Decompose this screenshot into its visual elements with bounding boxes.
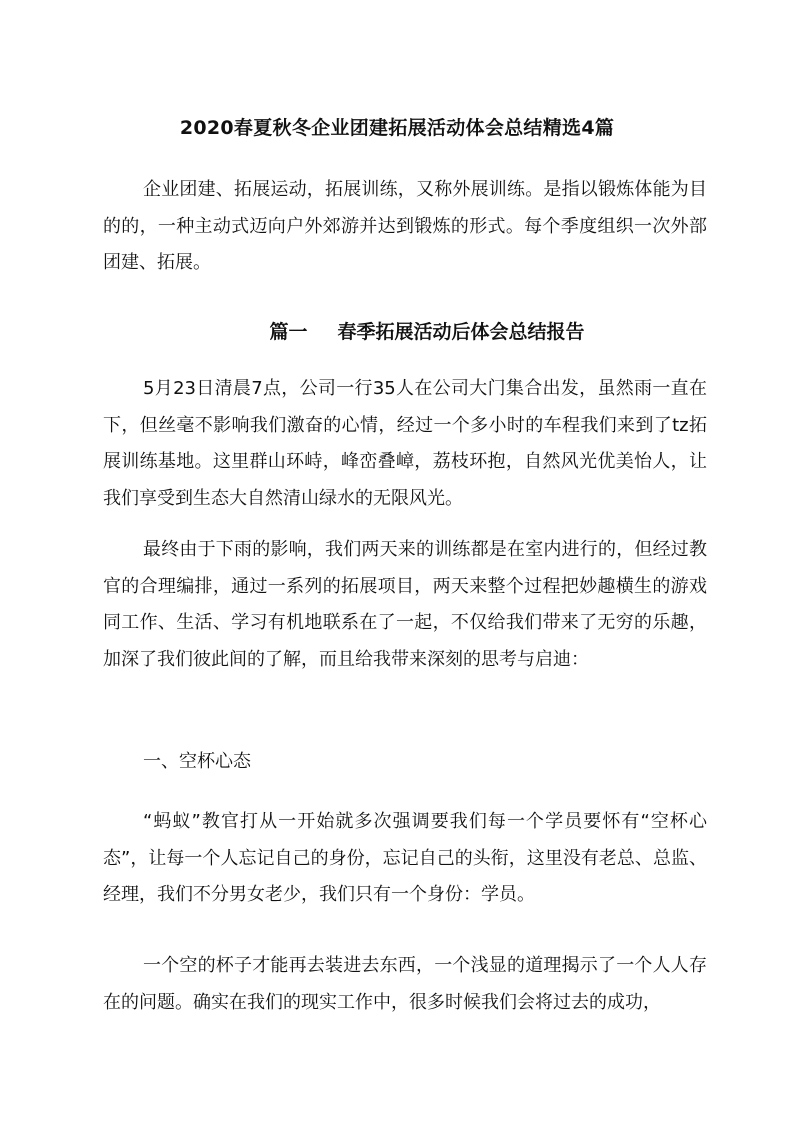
section-label: 篇一 bbox=[269, 321, 308, 343]
body-paragraph-2: 最终由于下雨的影响，我们两天来的训练都是在室内进行的，但经过教官的合理编排，通过一系列的拓展项目，两天来整个过程把妙趣横生的游戏同工作、生活、学习有机地联系在了一起，不仅给我们带来了无穷的乐趣，加深了我们彼此间的了解，而且给我带来深刻的思考与启迪： bbox=[103, 539, 707, 670]
body-paragraph-3: “蚂蚁”教官打从一开始就多次强调要我们每一个学员要怀有“空杯心态”，让每一个人忘记自己的身份，忘记自己的头衔，这里没有老总、总监、经理，我们不分男女老少，我们只有一个身份：学员。 bbox=[103, 811, 707, 905]
intro-paragraph: 企业团建、拓展运动，拓展训练，又称外展训练。是指以锻炼体能为目的的，一种主动式迈向户外郊游并达到锻炼的形式。每个季度组织一次外部团建、拓展。 bbox=[103, 179, 707, 273]
section-title-text: 春季拓展活动后体会总结报告 bbox=[337, 321, 585, 343]
sub-heading-empty-cup: 一、空杯心态 bbox=[143, 751, 251, 772]
body-paragraph-4: 一个空的杯子才能再去装进去东西，一个浅显的道理揭示了一个人人存在的问题。确实在我们的现实工作中，很多时候我们会将过去的成功， bbox=[103, 955, 707, 1013]
document-title: 2020春夏秋冬企业团建拓展活动体会总结精选4篇 bbox=[179, 117, 615, 139]
body-paragraph-1: 5月23日清晨7点，公司一行35人在公司大门集合出发，虽然雨一直在下，但丝毫不影响我们激奋的心情，经过一个多小时的车程我们来到了tz拓展训练基地。这里群山环峙，峰峦叠嶂，荔枝环抱，自然风光优美怡人，让我们享受到生态大自然清山绿水的无限风光。 bbox=[103, 378, 707, 509]
section-heading bbox=[0, 318, 794, 346]
